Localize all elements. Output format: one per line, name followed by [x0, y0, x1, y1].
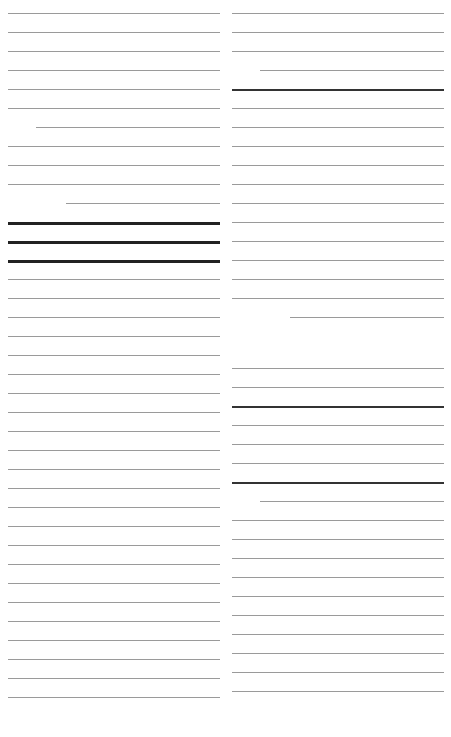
text-line	[6, 194, 222, 213]
text-line	[6, 688, 222, 707]
text-line	[6, 460, 222, 479]
text-line	[230, 606, 446, 625]
text-line	[6, 118, 222, 137]
text-line	[6, 517, 222, 536]
text-line	[6, 631, 222, 650]
text-line	[230, 416, 446, 435]
text-line	[230, 644, 446, 663]
text-line	[230, 251, 446, 270]
text-line	[230, 587, 446, 606]
text-line	[6, 669, 222, 688]
text-line	[6, 384, 222, 403]
text-line	[6, 23, 222, 42]
text-line	[6, 289, 222, 308]
text-line	[230, 4, 446, 23]
text-line	[230, 99, 446, 118]
text-line	[230, 378, 446, 397]
text-line	[230, 61, 446, 80]
text-line	[230, 42, 446, 61]
text-line	[230, 549, 446, 568]
text-line	[6, 232, 222, 251]
text-line	[230, 80, 446, 99]
text-line	[6, 327, 222, 346]
text-line	[230, 568, 446, 587]
text-line	[230, 511, 446, 530]
text-line	[6, 650, 222, 669]
text-line	[230, 625, 446, 644]
left-column	[6, 4, 222, 733]
text-line	[230, 175, 446, 194]
section-heading	[230, 333, 446, 355]
text-line	[6, 479, 222, 498]
text-line	[6, 346, 222, 365]
text-line	[6, 422, 222, 441]
text-line	[230, 118, 446, 137]
text-line	[230, 397, 446, 416]
text-line	[230, 213, 446, 232]
text-line	[6, 308, 222, 327]
right-column	[230, 4, 446, 733]
text-line	[230, 454, 446, 473]
text-line	[6, 175, 222, 194]
text-line	[6, 4, 222, 23]
text-line	[6, 61, 222, 80]
text-line	[6, 137, 222, 156]
text-line	[230, 359, 446, 378]
text-line	[230, 289, 446, 308]
text-line	[230, 137, 446, 156]
text-line	[6, 593, 222, 612]
text-line	[230, 194, 446, 213]
text-line	[230, 435, 446, 454]
text-line	[6, 270, 222, 289]
text-line	[6, 403, 222, 422]
text-line	[230, 23, 446, 42]
text-line	[230, 156, 446, 175]
text-line	[230, 473, 446, 492]
text-line	[230, 232, 446, 251]
text-line	[230, 530, 446, 549]
text-line	[6, 441, 222, 460]
text-line	[6, 574, 222, 593]
text-line	[6, 156, 222, 175]
text-line	[6, 99, 222, 118]
text-line	[230, 663, 446, 682]
text-line	[6, 251, 222, 270]
text-line	[230, 492, 446, 511]
text-line	[6, 498, 222, 517]
text-line	[230, 308, 446, 327]
text-line	[6, 42, 222, 61]
text-line	[6, 536, 222, 555]
text-line	[230, 682, 446, 701]
text-line	[6, 213, 222, 232]
text-line	[6, 365, 222, 384]
text-line	[230, 270, 446, 289]
text-line	[6, 555, 222, 574]
text-line	[6, 80, 222, 99]
text-line	[6, 612, 222, 631]
